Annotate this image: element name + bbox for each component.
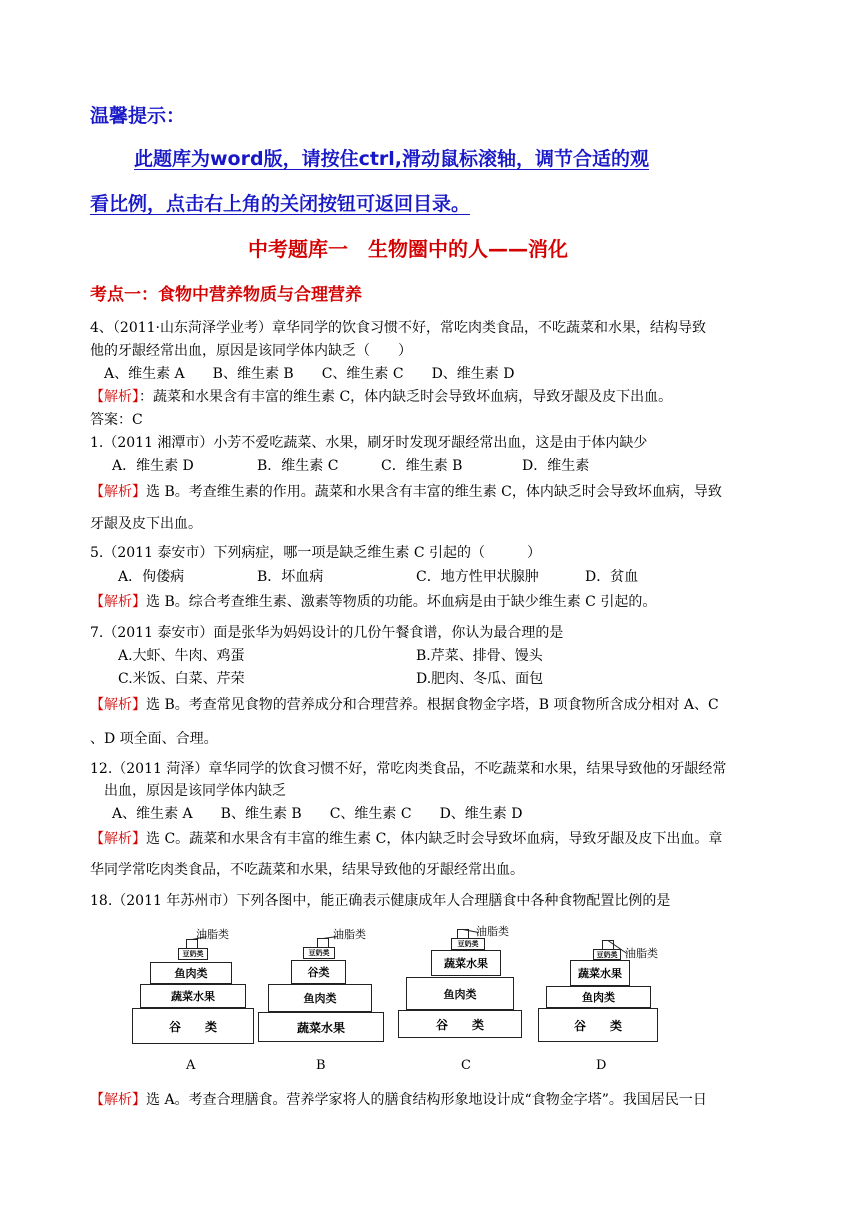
q4-answer: 答案：C bbox=[90, 412, 143, 428]
q7-option-b: B.芹菜、排骨、馒头 bbox=[416, 648, 543, 664]
pyramid-a-tier: 谷 类 bbox=[132, 1008, 254, 1044]
q5-option-a: A．佝偻病 bbox=[118, 569, 185, 585]
q4-line-2: 他的牙龈经常出血，原因是该同学体内缺乏（ ） bbox=[90, 343, 412, 359]
analysis-label: 【解析】 bbox=[90, 1092, 146, 1108]
q5-analysis bbox=[90, 592, 656, 612]
pyramid-b-oil-box bbox=[317, 938, 329, 948]
q12-analysis-2: 华同学常吃肉类食品，不吃蔬菜和水果，结果导致他的牙龈经常出血。 bbox=[90, 862, 524, 878]
q1-line-1: 1.（2011 湘潭市）小芳不爱吃蔬菜、水果，刷牙时发现牙龈经常出血，这是由于体内缺少 bbox=[90, 435, 648, 451]
pyramid-d-tier: 蔬菜水果 bbox=[570, 960, 630, 986]
q7-option-c: C.米饭、白菜、芹荣 bbox=[118, 671, 245, 687]
q5-option-b: B．坏血病 bbox=[257, 569, 324, 585]
q7-option-a: A.大虾、牛肉、鸡蛋 bbox=[118, 648, 245, 664]
q12-options: A、维生素 A B、维生素 B C、维生素 C D、维生素 D bbox=[112, 806, 523, 822]
q1-option-c: C．维生素 B bbox=[381, 458, 463, 474]
pyramid-a-tier: 蔬菜水果 bbox=[140, 984, 246, 1008]
tip-title: 温馨提示： bbox=[90, 105, 186, 127]
q7-option-d: D.肥肉、冬瓜、面包 bbox=[416, 671, 544, 687]
pyramid-d-tier: 豆奶类 bbox=[593, 949, 621, 960]
tip-line-1[interactable]: 此题库为word版，请按住ctrl,滑动鼠标滚轴，调节合适的观 bbox=[134, 148, 650, 170]
q7-analysis-1 bbox=[90, 695, 719, 715]
q12-analysis-1 bbox=[90, 829, 722, 849]
q5-analysis-text: 选 B。综合考查维生素、激素等物质的功能。坏血病是由于缺少维生素 C 引起的。 bbox=[146, 594, 657, 610]
q1-option-b: B．维生素 C bbox=[257, 458, 339, 474]
pyramid-b-oil-label: 油脂类 bbox=[333, 928, 366, 941]
q1-analysis-1 bbox=[90, 482, 722, 502]
pyramid-a-tier: 鱼肉类 bbox=[150, 962, 232, 984]
q12-analysis-text: 选 C。蔬菜和水果含有丰富的维生素 C，体内缺乏时会导致坏血病，导致牙龈及皮下出血。章 bbox=[146, 831, 723, 847]
main-title: 中考题库一 生物圈中的人——消化 bbox=[248, 237, 568, 261]
section-title: 考点一：食物中营养物质与合理营养 bbox=[90, 285, 362, 305]
pyramid-c-tier: 豆奶类 bbox=[451, 938, 485, 950]
pyramid-d-tier: 谷 类 bbox=[538, 1008, 658, 1042]
analysis-label: 【解析】 bbox=[90, 484, 146, 500]
pyramid-c-tier: 鱼肉类 bbox=[406, 977, 514, 1010]
pyramid-a-tier: 豆奶类 bbox=[178, 948, 208, 960]
q7-line-1: 7.（2011 泰安市）面是张华为妈妈设计的几份午餐食谱，你认为最合理的是 bbox=[90, 625, 564, 641]
q5-option-d: D．贫血 bbox=[585, 569, 639, 585]
q1-analysis-2: 牙龈及皮下出血。 bbox=[90, 516, 202, 532]
q1-option-a: A．维生素 D bbox=[112, 458, 194, 474]
q4-analysis bbox=[90, 387, 672, 407]
q1-option-d: D．维生素 bbox=[522, 458, 590, 474]
pyramid-b-tier: 蔬菜水果 bbox=[258, 1012, 384, 1042]
q4-options: A、维生素 A B、维生素 B C、维生素 C D、维生素 D bbox=[104, 366, 515, 382]
pyramid-a-caption: A bbox=[186, 1058, 196, 1073]
q7-analysis-2: 、D 项全面、合理。 bbox=[90, 731, 218, 747]
pyramid-d-caption: D bbox=[596, 1058, 607, 1073]
analysis-label: 【解析】 bbox=[90, 831, 146, 847]
q18-line-1: 18.（2011 年苏州市）下列各图中，能正确表示健康成年人合理膳食中各种食物配置比例的是 bbox=[90, 893, 671, 909]
pyramid-d-tier: 鱼肉类 bbox=[546, 986, 651, 1008]
q4-line-1: 4、（2011·山东菏泽学业考）章华同学的饮食习惯不好，常吃肉类食品，不吃蔬菜和水果，结构导致 bbox=[90, 320, 706, 336]
q18-analysis-text: 选 A。考查合理膳食。营养学家将人的膳食结构形象地设计成“食物金字塔”。我国居民一日 bbox=[146, 1092, 707, 1108]
pyramid-c-oil-label: 油脂类 bbox=[476, 925, 509, 938]
pyramid-c-tier: 谷 类 bbox=[398, 1010, 522, 1038]
pyramid-b-tier: 豆奶类 bbox=[303, 947, 335, 959]
q5-line-1: 5.（2011 泰安市）下列病症，哪一项是缺乏维生素 C 引起的（ ） bbox=[90, 545, 542, 561]
q4-analysis-text: ：蔬菜和水果含有丰富的维生素 C，体内缺乏时会导致坏血病，导致牙龈及皮下出血。 bbox=[139, 389, 673, 405]
q7-analysis-text: 选 B。考查常见食物的营养成分和合理营养。根据食物金字塔，B 项食物所含成分相对 A、C bbox=[146, 697, 719, 713]
pyramid-b-tier: 鱼肉类 bbox=[268, 984, 372, 1012]
pyramid-c-caption: C bbox=[461, 1058, 471, 1073]
analysis-label: 【解析】 bbox=[90, 594, 146, 610]
q18-analysis bbox=[90, 1090, 707, 1110]
pyramid-d-oil-label: 油脂类 bbox=[625, 947, 658, 960]
analysis-label: 【解析】 bbox=[90, 389, 139, 405]
pyramid-a-oil-label: 油脂类 bbox=[196, 928, 229, 941]
tip-line-2[interactable]: 看比例，点击右上角的关闭按钮可返回目录。 bbox=[90, 193, 471, 215]
q1-analysis-text: 选 B。考查维生素的作用。蔬菜和水果含有丰富的维生素 C，体内缺乏时会导致坏血病，导致 bbox=[146, 484, 722, 500]
q5-option-c: C．地方性甲状腺肿 bbox=[416, 569, 539, 585]
q12-line-2: 出血，原因是该同学体内缺乏 bbox=[104, 783, 286, 799]
q12-line-1: 12.（2011 菏泽）章华同学的饮食习惯不好，常吃肉类食品，不吃蔬菜和水果，结果导致他的牙龈经常 bbox=[90, 761, 727, 777]
analysis-label: 【解析】 bbox=[90, 697, 146, 713]
pyramid-b-caption: B bbox=[316, 1058, 326, 1073]
pyramid-b-tier: 谷类 bbox=[291, 960, 346, 984]
pyramid-c-tier: 蔬菜水果 bbox=[431, 950, 501, 976]
